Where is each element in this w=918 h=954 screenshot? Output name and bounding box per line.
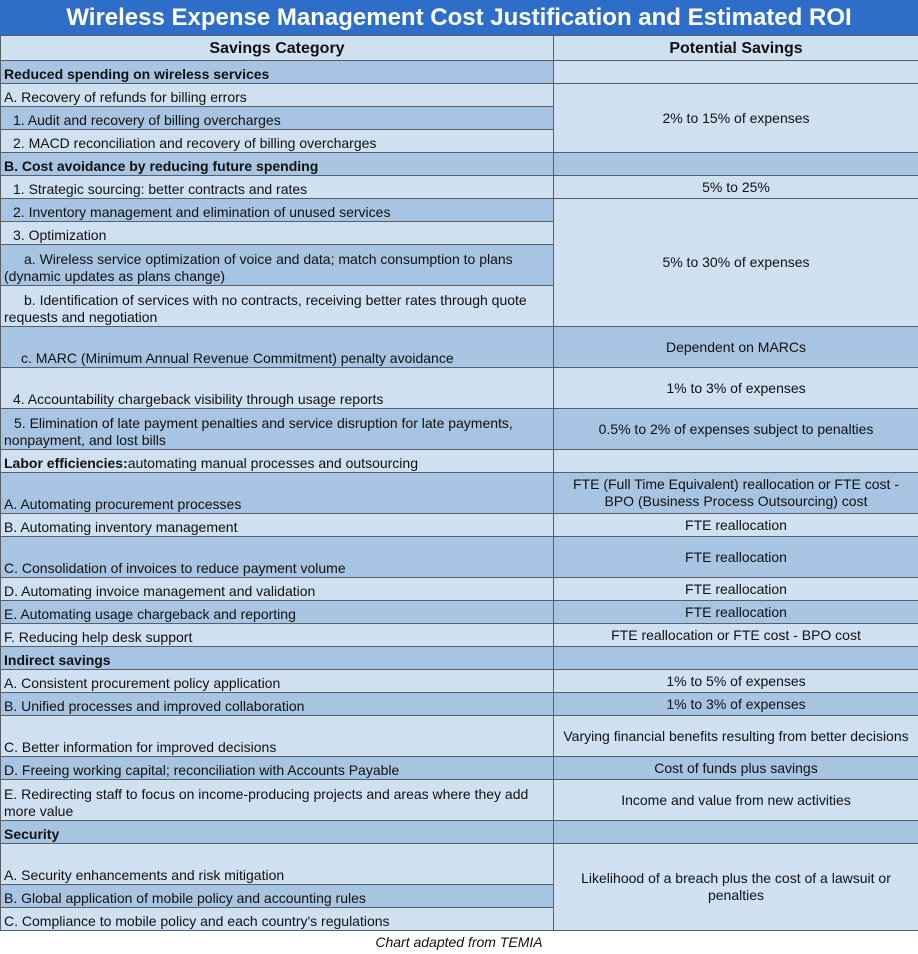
- section-heading-bold: Labor efficiencies:: [4, 455, 128, 471]
- category-cell: E. Redirecting staff to focus on income-producing projects and areas where they add more value: [1, 780, 554, 821]
- section-row: [1, 61, 918, 84]
- section-row: [1, 450, 918, 473]
- table-row: [1, 176, 918, 199]
- table-row: [1, 693, 918, 716]
- table-row: [1, 473, 918, 514]
- column-header-savings: Potential Savings: [554, 36, 918, 61]
- category-cell: 1. Strategic sourcing: better contracts and rates: [1, 176, 554, 199]
- savings-cell: Cost of funds plus savings: [554, 757, 918, 780]
- page-title: Wireless Expense Management Cost Justification and Estimated ROI: [0, 0, 918, 35]
- column-header-category: Savings Category: [1, 36, 554, 61]
- category-cell: 2. MACD reconciliation and recovery of billing overcharges: [1, 130, 554, 153]
- section-heading: B. Cost avoidance by reducing future spending: [1, 153, 554, 176]
- table-row: [1, 844, 918, 885]
- savings-cell: FTE reallocation: [554, 514, 918, 537]
- savings-cell-empty: [554, 153, 918, 176]
- section-heading: Reduced spending on wireless services: [1, 61, 554, 84]
- category-cell: E. Automating usage chargeback and reporting: [1, 601, 554, 624]
- category-cell: a. Wireless service optimization of voice and data; match consumption to plans (dynamic updates as plans change): [1, 245, 554, 286]
- savings-cell: FTE reallocation: [554, 578, 918, 601]
- category-cell: 3. Optimization: [1, 222, 554, 245]
- table-row: [1, 670, 918, 693]
- category-cell: A. Consistent procurement policy application: [1, 670, 554, 693]
- section-heading: Security: [1, 821, 554, 844]
- savings-cell-empty: [554, 647, 918, 670]
- section-row: [1, 821, 918, 844]
- category-cell: b. Identification of services with no contracts, receiving better rates through quote requests and negotiation: [1, 286, 554, 327]
- savings-cell: FTE (Full Time Equivalent) reallocation or FTE cost - BPO (Business Process Outsourcing) cost: [554, 473, 918, 514]
- category-cell: D. Freeing working capital; reconciliation with Accounts Payable: [1, 757, 554, 780]
- table-row: [1, 199, 918, 222]
- savings-cell: Likelihood of a breach plus the cost of a lawsuit or penalties: [554, 844, 918, 931]
- table-row: [1, 368, 918, 409]
- source-caption: Chart adapted from TEMIA: [375, 934, 543, 950]
- savings-cell: 5% to 30% of expenses: [554, 199, 918, 327]
- category-cell: A. Recovery of refunds for billing errors: [1, 84, 554, 107]
- category-cell: 4. Accountability chargeback visibility through usage reports: [1, 368, 554, 409]
- table-row: [1, 716, 918, 757]
- category-cell: B. Global application of mobile policy and accounting rules: [1, 885, 554, 908]
- table-row: [1, 327, 918, 368]
- savings-cell: 2% to 15% of expenses: [554, 84, 918, 153]
- category-cell: A. Security enhancements and risk mitigation: [1, 844, 554, 885]
- savings-cell: FTE reallocation: [554, 601, 918, 624]
- table-row: [1, 624, 918, 647]
- category-cell: A. Automating procurement processes: [1, 473, 554, 514]
- table-row: [1, 780, 918, 821]
- category-cell: c. MARC (Minimum Annual Revenue Commitment) penalty avoidance: [1, 327, 554, 368]
- table-row: [1, 537, 918, 578]
- section-heading-rest: automating manual processes and outsourcing: [127, 455, 418, 471]
- category-cell: F. Reducing help desk support: [1, 624, 554, 647]
- savings-cell: Dependent on MARCs: [554, 327, 918, 368]
- category-cell: C. Better information for improved decisions: [1, 716, 554, 757]
- table-row: [1, 84, 918, 107]
- savings-cell-empty: [554, 821, 918, 844]
- savings-cell: Varying financial benefits resulting from better decisions: [554, 716, 918, 757]
- savings-cell: FTE reallocation or FTE cost - BPO cost: [554, 624, 918, 647]
- table-row: [1, 601, 918, 624]
- savings-cell: FTE reallocation: [554, 537, 918, 578]
- category-cell: C. Compliance to mobile policy and each country's regulations: [1, 908, 554, 931]
- table-row: [1, 757, 918, 780]
- category-cell: C. Consolidation of invoices to reduce payment volume: [1, 537, 554, 578]
- category-cell: D. Automating invoice management and validation: [1, 578, 554, 601]
- savings-cell: 0.5% to 2% of expenses subject to penalties: [554, 409, 918, 450]
- savings-cell: Income and value from new activities: [554, 780, 918, 821]
- category-cell: 5. Elimination of late payment penalties and service disruption for late payments, nonpayment, and lost bills: [1, 409, 554, 450]
- category-cell: 2. Inventory management and elimination of unused services: [1, 199, 554, 222]
- section-heading: [1, 450, 554, 473]
- table-row: [1, 409, 918, 450]
- savings-cell: 1% to 3% of expenses: [554, 693, 918, 716]
- savings-cell-empty: [554, 61, 918, 84]
- roi-table: [0, 35, 918, 931]
- savings-cell: 1% to 5% of expenses: [554, 670, 918, 693]
- savings-cell: 5% to 25%: [554, 176, 918, 199]
- table-row: [1, 514, 918, 537]
- savings-cell-empty: [554, 450, 918, 473]
- header-row: [1, 36, 918, 61]
- section-heading: Indirect savings: [1, 647, 554, 670]
- table-row: [1, 578, 918, 601]
- category-cell: B. Automating inventory management: [1, 514, 554, 537]
- category-cell: B. Unified processes and improved collaboration: [1, 693, 554, 716]
- section-row: [1, 647, 918, 670]
- category-cell: 1. Audit and recovery of billing overcharges: [1, 107, 554, 130]
- savings-cell: 1% to 3% of expenses: [554, 368, 918, 409]
- section-row: [1, 153, 918, 176]
